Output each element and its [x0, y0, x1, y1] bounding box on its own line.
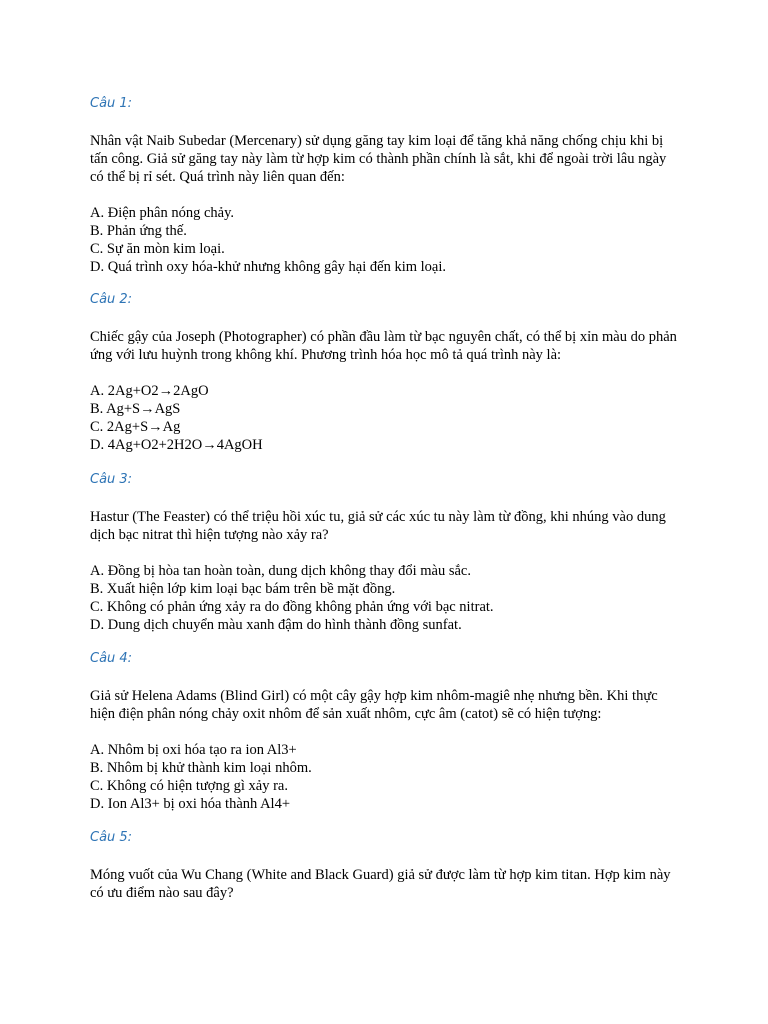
answer-options: [90, 562, 680, 634]
option-b: B. Ag+S→AgS: [90, 401, 181, 417]
option-b: B. Xuất hiện lớp kim loại bạc bám trên bề mặt đồng.: [90, 581, 396, 597]
question-4: [90, 650, 680, 813]
option-a: A. Điện phân nóng chảy.: [90, 205, 235, 221]
question-heading: Câu 1:: [90, 96, 133, 111]
question-heading: Câu 4:: [90, 651, 133, 666]
answer-options: [90, 741, 680, 813]
option-a: A. Nhôm bị oxi hóa tạo ra ion Al3+: [90, 742, 297, 758]
option-b: B. Nhôm bị khử thành kim loại nhôm.: [90, 760, 312, 776]
option-d: D. Quá trình oxy hóa-khử nhưng không gây hại đến kim loại.: [90, 259, 447, 275]
question-heading: Câu 5:: [90, 830, 133, 845]
question-text: Móng vuốt của Wu Chang (White and Black Guard) giả sử được làm từ hợp kim titan. Hợp kim này có ưu điểm nào sau đây?: [90, 867, 671, 901]
question-2: [90, 291, 680, 454]
option-c: C. Không có phản ứng xảy ra do đồng không phản ứng với bạc nitrat.: [90, 599, 494, 615]
question-text: Giả sử Helena Adams (Blind Girl) có một cây gậy hợp kim nhôm-magiê nhẹ nhưng bền. Khi thực hiện điện phân nóng chảy oxit nhôm để sản xuất nhôm, cực âm (catot) sẽ có hiện tượng:: [90, 688, 658, 722]
question-3: [90, 471, 680, 634]
answer-options: [90, 382, 680, 454]
option-b: B. Phản ứng thế.: [90, 223, 187, 239]
question-text: Nhân vật Naib Subedar (Mercenary) sử dụng găng tay kim loại để tăng khả năng chống chịu khi bị tấn công. Giả sử găng tay này làm từ hợp kim có thành phần chính là sắt, khi để ngoài trời lâu ngày có thể bị rỉ sét. Quá trình này liên quan đến:: [90, 133, 667, 185]
option-a: A. 2Ag+O2→2AgO: [90, 383, 209, 399]
question-heading: Câu 3:: [90, 472, 133, 487]
question-5: [90, 829, 680, 902]
option-c: C. Không có hiện tượng gì xảy ra.: [90, 778, 288, 794]
question-text: Chiếc gậy của Joseph (Photographer) có phần đầu làm từ bạc nguyên chất, có thể bị xỉn màu do phản ứng với lưu huỳnh trong không khí. Phương trình hóa học mô tả quá trình này là:: [90, 329, 677, 363]
answer-options: [90, 204, 680, 276]
question-heading: Câu 2:: [90, 292, 133, 307]
option-d: D. 4Ag+O2+2H2O→4AgOH: [90, 437, 263, 453]
option-d: D. Dung dịch chuyển màu xanh đậm do hình thành đồng sunfat.: [90, 617, 462, 633]
option-d: D. Ion Al3+ bị oxi hóa thành Al4+: [90, 796, 291, 812]
option-c: C. Sự ăn mòn kim loại.: [90, 241, 225, 257]
question-1: [90, 95, 680, 276]
question-text: Hastur (The Feaster) có thể triệu hồi xúc tu, giả sử các xúc tu này làm từ đồng, khi nhúng vào dung dịch bạc nitrat thì hiện tượng nào xảy ra?: [90, 509, 666, 543]
option-a: A. Đồng bị hòa tan hoàn toàn, dung dịch không thay đổi màu sắc.: [90, 563, 471, 579]
option-c: C. 2Ag+S→Ag: [90, 419, 181, 435]
